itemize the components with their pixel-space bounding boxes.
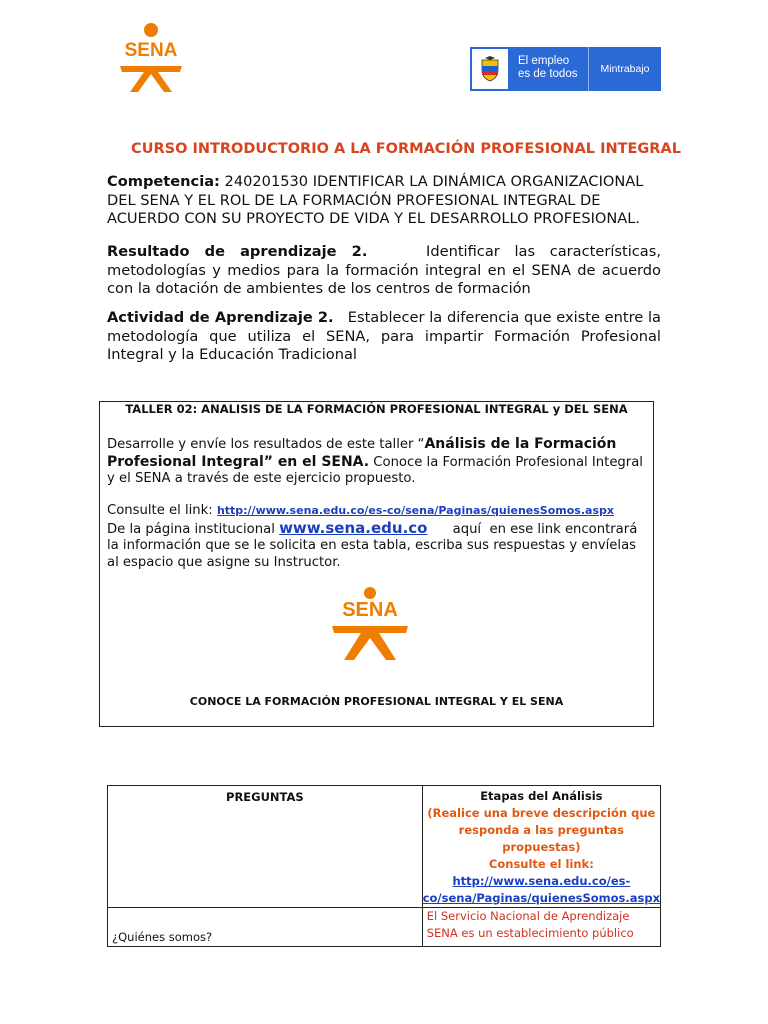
badge-slogan: El empleo es de todos bbox=[518, 55, 578, 80]
el-empleo-badge bbox=[470, 47, 661, 91]
conoce-heading: CONOCE LA FORMACIÓN PROFESIONAL INTEGRAL Y EL SENA bbox=[189, 695, 564, 708]
actividad-paragraph bbox=[107, 309, 666, 365]
sena-website-link[interactable]: www.sena.edu.co bbox=[279, 518, 428, 537]
competencia-paragraph bbox=[107, 173, 661, 229]
table-header-row bbox=[108, 786, 661, 908]
actividad-label: Actividad de Aprendizaje 2. bbox=[107, 309, 334, 326]
sena-logo bbox=[114, 22, 188, 98]
etapas-link[interactable]: http://www.sena.edu.co/es-co/sena/Paginas/quienesSomos.aspx bbox=[422, 874, 661, 905]
etapas-consult: Consulte el link: bbox=[488, 857, 594, 871]
taller-intro-bold: Análisis de la Formación Profesional Integral” en el SENA. bbox=[107, 436, 617, 470]
actividad-text: Establecer la diferencia que existe entre la metodología que utiliza el SENA, para impartir Formación Profesional Integral y la Educación Tradicional bbox=[107, 309, 666, 363]
competencia-text: 240201530 IDENTIFICAR LA DINÁMICA ORGANIZACIONAL DEL SENA Y EL ROL DE LA FORMACIÓN PROFESIONAL INTEGRAL DE ACUERDO CON SU PROYECTO DE VIDA Y EL DESARROLLO PROFESIONAL. bbox=[107, 173, 644, 227]
competencia-label: Competencia: bbox=[107, 173, 220, 190]
answer-cell[interactable]: El Servicio Nacional de Aprendizaje SENA es un establecimiento público bbox=[422, 908, 660, 947]
etapas-header bbox=[422, 786, 660, 908]
resultado-label: Resultado de aprendizaje 2. bbox=[107, 243, 368, 260]
coat-of-arms-icon bbox=[470, 47, 510, 91]
svg-text:SENA: SENA bbox=[124, 40, 178, 61]
quienes-somos-link[interactable]: http://www.sena.edu.co/es-co/sena/Paginas/quienesSomos.aspx bbox=[216, 504, 614, 517]
taller-intro-text: Desarrolle y envíe los resultados de este taller “ bbox=[107, 437, 425, 452]
taller-intro-rest: Conoce la Formación Profesional Integral y el SENA a través de este ejercicio propuesto. bbox=[107, 454, 643, 486]
consult-label: Consulte el link: bbox=[107, 503, 217, 518]
taller-consult bbox=[107, 503, 647, 571]
questions-table bbox=[107, 785, 661, 947]
institutional-rest: aquí en ese link encontrará la información que se le solicita en esta tabla, escriba sus respuestas y envíelas al espacio que asigne su Instructor. bbox=[107, 521, 642, 570]
etapas-note: (Realice una breve descripción que responda a las preguntas propuestas) bbox=[427, 806, 656, 854]
preguntas-header: PREGUNTAS bbox=[108, 786, 423, 908]
taller-title: TALLER 02: ANALISIS DE LA FORMACIÓN PROFESIONAL INTEGRAL y DEL SENA bbox=[125, 402, 628, 416]
institutional-text: De la página institucional bbox=[107, 521, 280, 537]
question-cell: ¿Quiénes somos? bbox=[108, 908, 423, 947]
taller-intro bbox=[107, 436, 647, 488]
resultado-paragraph bbox=[107, 243, 666, 299]
badge-ministry: Mintrabajo bbox=[588, 47, 661, 91]
table-row bbox=[108, 908, 661, 947]
resultado-text: Identificar las características, metodologías y medios para la formación integral en el SENA de acuerdo con la dotación de ambientes de los centros de formación bbox=[107, 243, 666, 297]
svg-text:SENA: SENA bbox=[342, 599, 398, 621]
etapas-title: Etapas del Análisis bbox=[480, 789, 603, 803]
sena-logo-center bbox=[326, 586, 414, 666]
course-title: CURSO INTRODUCTORIO A LA FORMACIÓN PROFESIONAL INTEGRAL bbox=[131, 141, 681, 157]
